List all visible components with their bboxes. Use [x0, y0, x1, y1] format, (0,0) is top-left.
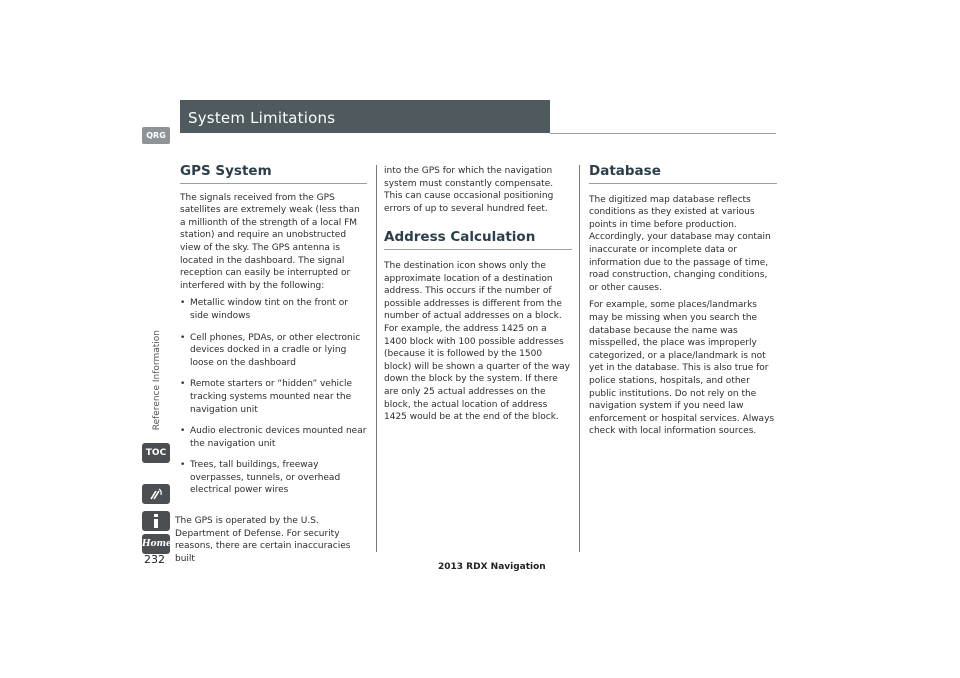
- home-label: Home: [142, 539, 172, 549]
- column-database: [589, 165, 777, 443]
- gps-para2-cont: into the GPS for which the navigation system must constantly compensate. This can cause occasional positioning errors of up to several hundred feet.: [384, 166, 554, 214]
- column-address: [384, 165, 572, 429]
- gps-bullet: • Metallic window tint on the front or side windows: [180, 297, 367, 322]
- gps-para2-start: The GPS is operated by the U.S. Department of Defense. For security reasons, there are certain inaccuracies built: [175, 516, 351, 564]
- page-number: 232: [144, 553, 165, 566]
- info-icon: [150, 513, 162, 529]
- gps-bullet: • Remote starters or “hidden” vehicle tracking systems mounted near the navigation unit: [180, 378, 367, 416]
- column-divider: [579, 165, 580, 552]
- page-title: System Limitations: [188, 109, 336, 127]
- footer-title: 2013 RDX Navigation: [438, 562, 546, 572]
- address-body: The destination icon shows only the approximate location of a destination address. This occurs if the number of possible addresses is different from the number of actual addresses on a block. For example, the address 1425 on a 1400 block with 100 possible addresses (because it is followed by the 1500 block) will be shown a quarter of the way down the block by the system. If there are only 25 actual addresses on the block, the actual location of address 1425 would be at the end of the block.: [384, 260, 570, 423]
- gps-bullet-list: [180, 297, 367, 497]
- database-heading: Database: [589, 165, 777, 184]
- address-heading: Address Calculation: [384, 231, 572, 250]
- gps-heading: GPS System: [180, 165, 367, 184]
- gps-intro: The signals received from the GPS satellites are extremely weak (less than a millionth of the strength of a local FM station) and require an unobstructed view of the sky. The GPS antenna is located in the dashboard. The signal reception can easily be interrupted or interfered with by the following:: [180, 192, 360, 291]
- title-rule: [550, 133, 776, 134]
- section-side-label: Reference Information: [152, 330, 162, 431]
- qrg-button[interactable]: QRG: [142, 127, 170, 144]
- gps-bullet: • Cell phones, PDAs, or other electronic devices docked in a cradle or lying loose on the dashboard: [180, 332, 367, 370]
- gps-bullet: • Trees, tall buildings, freeway overpasses, tunnels, or overhead electrical power wires: [180, 459, 367, 497]
- column-gps: [180, 165, 367, 506]
- home-button[interactable]: [142, 534, 170, 554]
- database-p1: The digitized map database reflects conditions as they existed at various points in time before production. Accordingly, your database may contain inaccurate or incomplete data or information due to the passage of time, road construction, changing conditions, or other causes.: [589, 194, 771, 293]
- voice-command-button[interactable]: [142, 484, 170, 504]
- info-button[interactable]: [142, 511, 170, 531]
- column-divider: [376, 165, 377, 552]
- gps-bullet: • Audio electronic devices mounted near the navigation unit: [180, 425, 367, 450]
- database-p2: For example, some places/landmarks may be missing when you search the database because the name was misspelled, the place was improperly categorized, or a place/landmark is not yet in the database. This is also true for police stations, hospitals, and other public institutions. Do not rely on the navigation system if you need law enforcement or hospital services. Always check with local information sources.: [589, 300, 775, 437]
- toc-button[interactable]: TOC: [142, 443, 170, 463]
- voice-command-icon: [148, 486, 164, 502]
